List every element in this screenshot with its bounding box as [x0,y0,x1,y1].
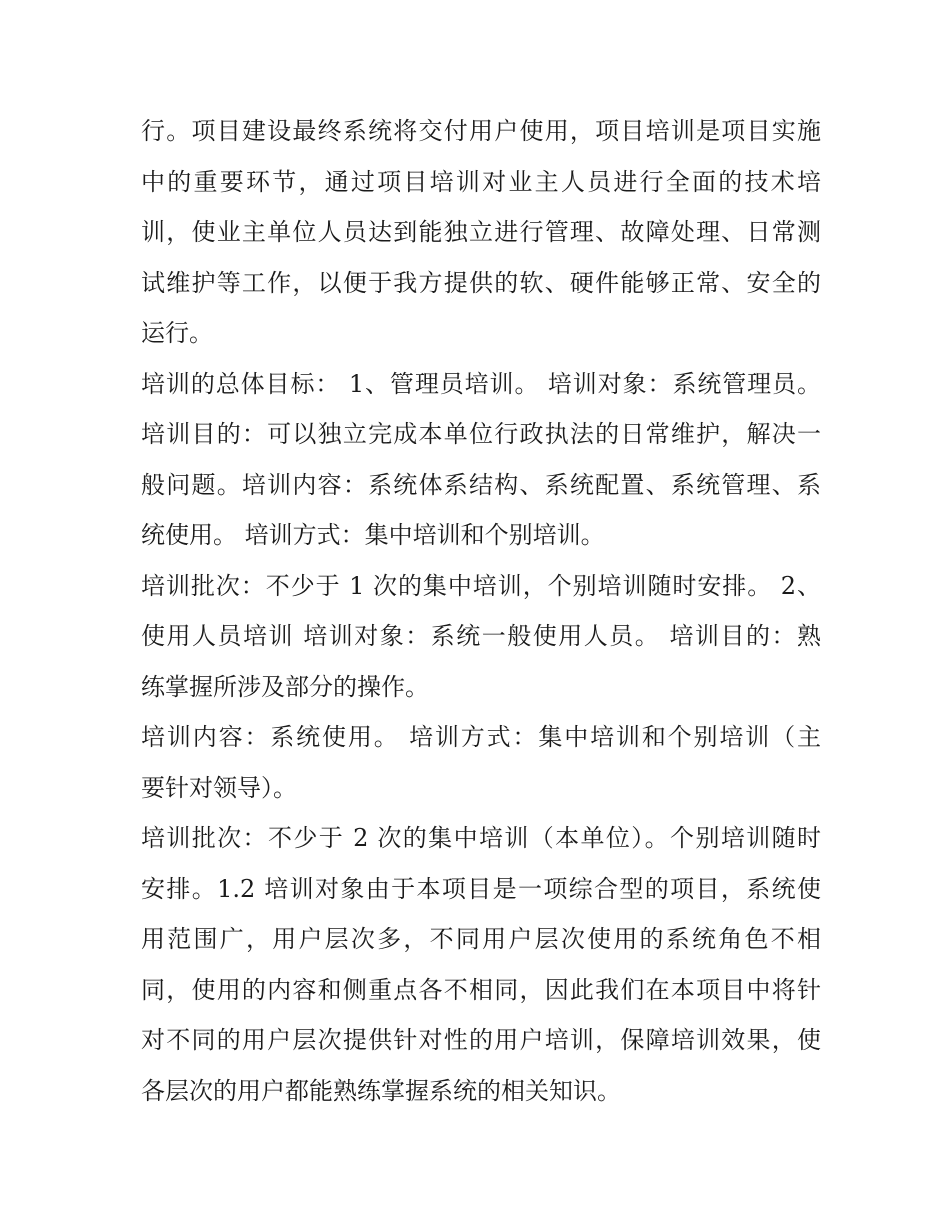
text-line: 训，使业主单位人员达到能独立进行管理、故障处理、日常测 [141,218,821,246]
text-line: 般问题。培训内容：系统体系结构、系统配置、系统管理、系 [141,470,821,499]
text-line: 培训批次：不少于 1 次的集中培训，个别培训随时安排。 2、 [141,571,821,600]
paragraph-training-content [141,712,821,813]
text-line: 用范围广，用户层次多，不同用户层次使用的系统角色不相 [141,925,821,953]
text-line: 培训批次：不少于 2 次的集中培训（本单位）。个别培训随时 [141,824,821,852]
text-line: 中的重要环节，通过项目培训对业主人员进行全面的技术培 [141,167,821,196]
text-line: 行。项目建设最终系统将交付用户使用，项目培训是项目实施 [141,117,821,145]
text-line: 统使用。 培训方式：集中培训和个别培训。 [141,521,605,549]
text-line: 试维护等工作，以便于我方提供的软、硬件能够正常、安全的 [141,268,821,297]
text-line: 培训内容：系统使用。 培训方式：集中培训和个别培训（主 [141,723,821,751]
paragraph-training-targets [141,813,821,1116]
paragraph-training-overview [141,106,821,359]
text-line: 运行。 [141,319,213,347]
paragraph-user-training [141,561,821,713]
text-line: 各层次的用户都能熟练掌握系统的相关知识。 [141,1076,621,1105]
text-line: 要针对领导）。 [141,773,297,802]
text-line: 对不同的用户层次提供针对性的用户培训，保障培训效果，使 [141,1026,821,1054]
text-line: 使用人员培训 培训对象：系统一般使用人员。 培训目的：熟 [141,622,821,650]
text-line: 培训目的：可以独立完成本单位行政执法的日常维护，解决一 [141,420,821,448]
text-line: 练掌握所涉及部分的操作。 [141,672,429,701]
text-line: 培训的总体目标： 1、管理员培训。 培训对象：系统管理员。 [141,369,821,398]
text-line: 安排。1.2 培训对象由于本项目是一项综合型的项目，系统使 [141,874,821,903]
paragraph-admin-training [141,359,821,561]
document-body [141,106,821,1116]
text-line: 同，使用的内容和侧重点各不相同，因此我们在本项目中将针 [141,975,821,1004]
